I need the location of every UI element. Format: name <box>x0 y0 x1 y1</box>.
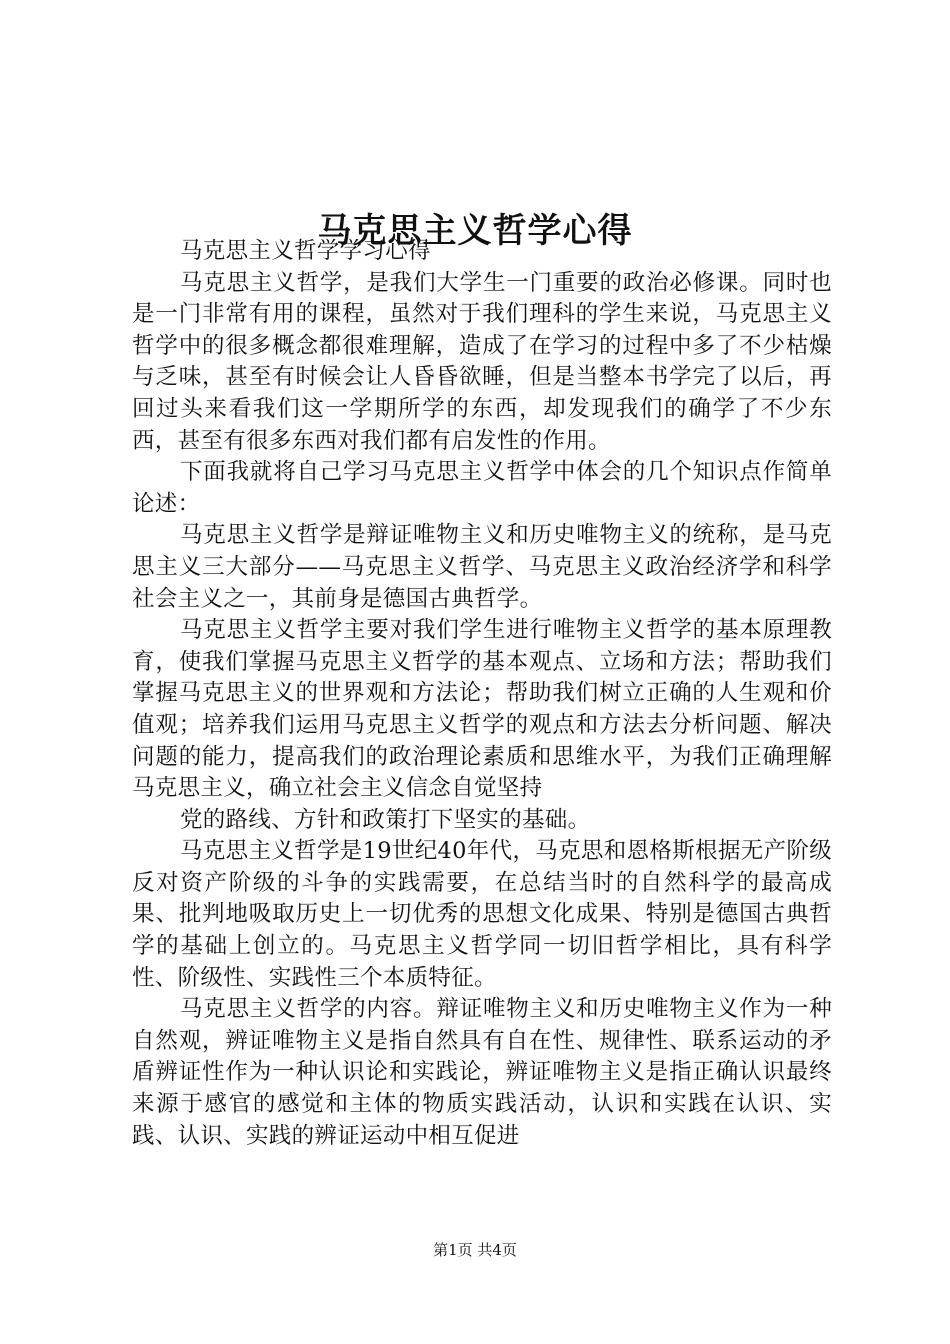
paragraph: 马克思主义哲学，是我们大学生一门重要的政治必修课。同时也是一门非常有用的课程，虽然对于我们理科的学生来说，马克思主义哲学中的很多概念都很难理解，造成了在学习的过程中多了不少枯燥与乏味，甚至有时候会让人昏昏欲睡，但是当整本书学完了以后，再回过头来看我们这一学期所学的东西，却发现我们的确学了不少东西，甚至有很多东西对我们都有启发性的作用。 <box>132 269 832 454</box>
paragraph: 马克思主义哲学是辩证唯物主义和历史唯物主义的统称，是马克思主义三大部分——马克思主义哲学、马克思主义政治经济学和科学社会主义之一，其前身是德国古典哲学。 <box>132 522 832 612</box>
paragraph: 马克思主义哲学主要对我们学生进行唯物主义哲学的基本原理教育，使我们掌握马克思主义哲学的基本观点、立场和方法；帮助我们掌握马克思主义的世界观和方法论；帮助我们树立正确的人生观和价值观；培养我们运用马克思主义哲学的观点和方法去分析问题、解决问题的能力，提高我们的政治理论素质和思维水平，为我们正确理解马克思主义，确立社会主义信念自觉坚持 <box>132 617 832 802</box>
paragraph: 马克思主义哲学是19世纪40年代，马克思和恩格斯根据无产阶级反对资产阶级的斗争的实践需要，在总结当时的自然科学的最高成果、批判地吸取历史上一切优秀的思想文化成果、特别是德国古典哲学的基础上创立的。马克思主义哲学同一切旧哲学相比，具有科学性、阶级性、实践性三个本质特征。 <box>132 838 832 991</box>
paragraph: 马克思主义哲学的内容。辩证唯物主义和历史唯物主义作为一种自然观，辨证唯物主义是指自然具有自在性、规律性、联系运动的矛盾辨证性作为一种认识论和实践论，辨证唯物主义是指正确认识最终来源于感官的感觉和主体的物质实践活动，认识和实践在认识、实践、认识、实践的辨证运动中相互促进 <box>132 996 832 1149</box>
paragraph: 下面我就将自己学习马克思主义哲学中体会的几个知识点作简单论述： <box>132 459 832 517</box>
page-number-footer: 第1页 共4页 <box>433 1241 517 1259</box>
paragraph: 党的路线、方针和政策打下坚实的基础。 <box>180 806 591 833</box>
document-title: 马克思主义哲学心得 <box>317 210 633 251</box>
document-body <box>132 236 832 1152</box>
paragraph-subtitle: 马克思主义哲学学习心得 <box>180 238 431 264</box>
